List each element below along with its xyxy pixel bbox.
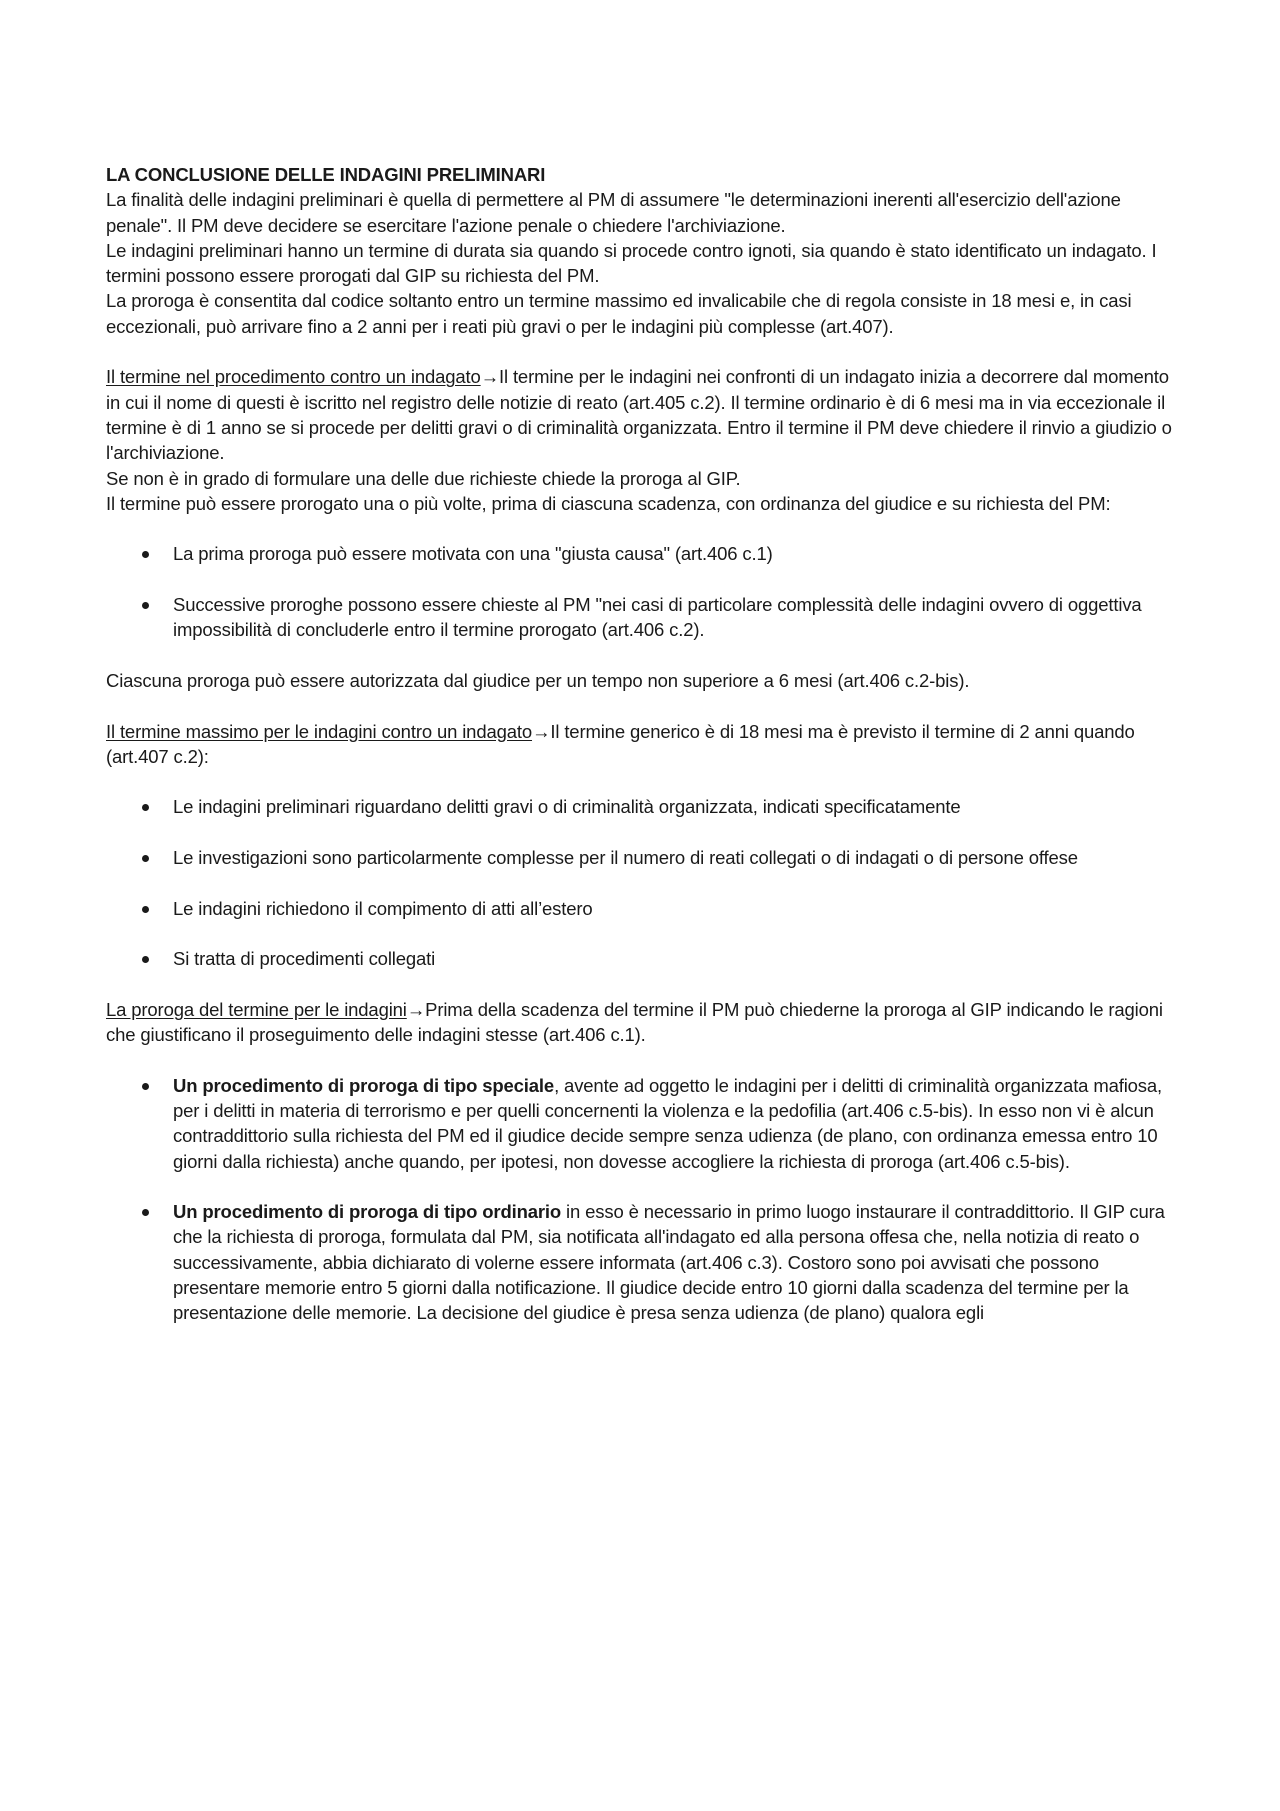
spacer <box>106 693 1176 718</box>
bold-term: Un procedimento di proroga di tipo speciale <box>173 1074 555 1096</box>
spacer <box>106 516 1176 541</box>
section-proroga <box>106 997 1176 1048</box>
list-item: Si tratta di procedimenti collegati <box>106 946 1176 971</box>
section-heading: Il termine massimo per le indagini contro un indagato <box>106 720 533 742</box>
list-item: Le indagini richiedono il compimento di atti all’estero <box>106 896 1176 921</box>
bullet-icon <box>142 906 149 913</box>
arrow-right-icon: → <box>480 366 499 388</box>
bullet-icon <box>142 855 149 862</box>
spacer <box>106 1174 1176 1199</box>
document-page <box>106 162 1176 1326</box>
spacer <box>106 972 1176 997</box>
intro-paragraph: La proroga è consentita dal codice soltanto entro un termine massimo ed invalicabile che di regola consiste in 18 mesi e, in casi eccezionali, può arrivare fino a 2 anni per i reati più gravi o per le indagini più complesse (art.407). <box>106 290 1132 337</box>
section-text: Il termine per le indagini nei confronti di un indagato inizia a decorrere dal momento in cui il nome di questi è iscritto nel registro delle notizie di reato (art.405 c.2). Il termine ordinario è di 6 mesi ma in via eccezionale il termine è di 1 anno se si procede per delitti gravi o di criminalità organizzata. Entro il termine il PM deve chiedere il rinvio a giudizio o l'archiviazione. <box>106 366 1172 464</box>
bold-term: Un procedimento di proroga di tipo ordinario <box>173 1201 562 1223</box>
bullet-icon <box>142 1083 149 1090</box>
bullet-icon <box>142 602 149 609</box>
document-title: LA CONCLUSIONE DELLE INDAGINI PRELIMINARI <box>106 164 546 185</box>
spacer <box>106 567 1176 592</box>
spacer <box>106 643 1176 668</box>
spacer <box>106 921 1176 946</box>
intro-paragraph: Le indagini preliminari hanno un termine di durata sia quando si procede contro ignoti, sia quando è stato identificato un indagato. I termini possono essere prorogati dal GIP su richiesta del PM. <box>106 239 1157 287</box>
section-text: Se non è in grado di formulare una delle due richieste chiede la proroga al GIP. <box>106 467 741 489</box>
bullet-list <box>106 541 1176 642</box>
spacer <box>106 870 1176 895</box>
arrow-right-icon: → <box>532 720 551 742</box>
list-item: Successive proroghe possono essere chieste al PM "nei casi di particolare complessità delle indagini ovvero di oggettiva impossibilità di concluderle entro il termine prorogato (art.406 c.2). <box>106 592 1176 643</box>
section-text: Prima della scadenza del termine il PM può chiederne la proroga al GIP indicando le ragioni che giustificano il proseguimento delle indagini stesse (art.406 c.1). <box>106 998 1163 1046</box>
bullet-icon <box>142 956 149 963</box>
list-item: Le investigazioni sono particolarmente complesse per il numero di reati collegati o di indagati o di persone offese <box>106 845 1176 870</box>
bullet-list <box>106 1073 1176 1326</box>
section-termine-indagato <box>106 364 1176 465</box>
bullet-icon <box>142 551 149 558</box>
spacer <box>106 820 1176 845</box>
intro-paragraph: La finalità delle indagini preliminari è quella di permettere al PM di assumere "le determinazioni inerenti all'esercizio dell'azione penale". Il PM deve decidere se esercitare l'azione penale o chiedere l'archiviazione. <box>106 189 1121 236</box>
section-text: Il termine generico è di 18 mesi ma è previsto il termine di 2 anni quando (art.407 c.2): <box>106 720 1135 767</box>
bullet-icon <box>142 804 149 811</box>
section-heading: La proroga del termine per le indagini <box>106 998 407 1020</box>
bullet-icon <box>142 1209 149 1216</box>
spacer <box>106 1047 1176 1072</box>
list-item: Un procedimento di proroga di tipo ordinario in esso è necessario in primo luogo instaurare il contraddittorio. Il GIP cura che la richiesta di proroga, formulata dal PM, sia notificata all'indagato ed alla persona offesa che, nella notizia di reato o successivamente, abbia dichiarato di volerne essere informata (art.406 c.3). Costoro sono poi avvisati che possono presentare memorie entro 5 giorni dalla notificazione. Il giudice decide entro 10 giorni dalla scadenza del termine per la presentazione delle memorie. La decisione del giudice è presa senza udienza (de plano) qualora egli <box>106 1199 1176 1325</box>
arrow-right-icon: → <box>406 998 426 1020</box>
section-termine-massimo <box>106 719 1176 770</box>
spacer <box>106 769 1176 794</box>
section-text: Il termine può essere prorogato una o più volte, prima di ciascuna scadenza, con ordinanza del giudice e su richiesta del PM: <box>106 492 1111 514</box>
section-heading: Il termine nel procedimento contro un indagato <box>106 366 481 388</box>
bullet-list <box>106 794 1176 971</box>
list-item: Le indagini preliminari riguardano delitti gravi o di criminalità organizzata, indicati specificatamente <box>106 794 1176 819</box>
section-text: Ciascuna proroga può essere autorizzata dal giudice per un tempo non superiore a 6 mesi (art.406 c.2-bis). <box>106 669 970 691</box>
spacer <box>106 339 1176 364</box>
list-item: La prima proroga può essere motivata con una "giusta causa" (art.406 c.1) <box>106 541 1176 566</box>
list-item: Un procedimento di proroga di tipo speciale, avente ad oggetto le indagini per i delitti di criminalità organizzata mafiosa, per i delitti in materia di terrorismo e per quelli concernenti la violenza e la pedofilia (art.406 c.5-bis). In esso non vi è alcun contraddittorio sulla richiesta del PM ed il giudice decide sempre senza udienza (de plano, con ordinanza emessa entro 10 giorni dalla richiesta) anche quando, per ipotesi, non dovesse accogliere la richiesta di proroga (art.406 c.5-bis). <box>106 1073 1176 1174</box>
